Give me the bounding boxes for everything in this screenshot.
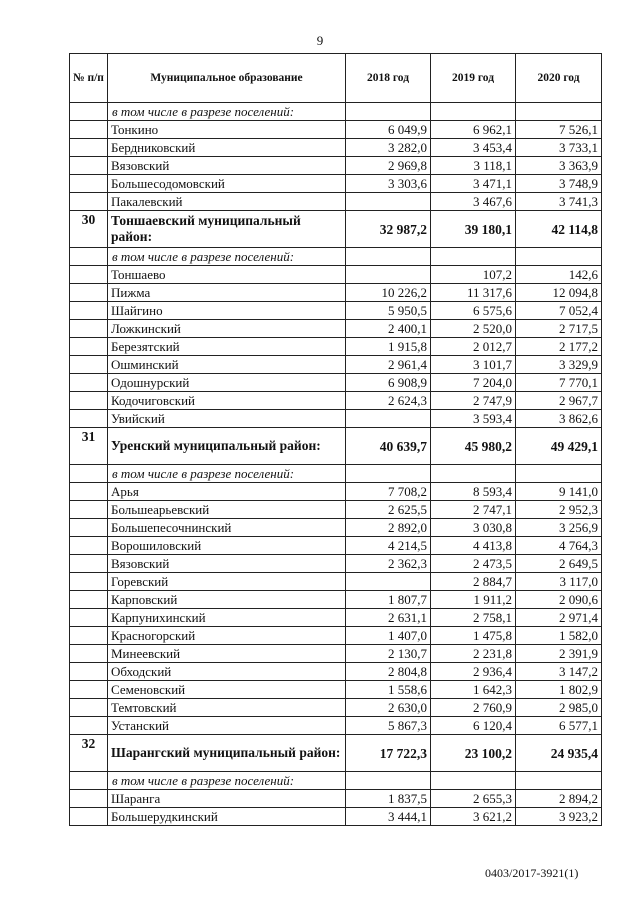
value-2020: 9 141,0 bbox=[516, 483, 602, 501]
row-name: Шайгино bbox=[108, 302, 346, 320]
table-row bbox=[70, 663, 602, 681]
value-2019: 2 760,9 bbox=[431, 699, 516, 717]
value-2019: 11 317,6 bbox=[431, 284, 516, 302]
value-2019: 1 642,3 bbox=[431, 681, 516, 699]
value-2018: 2 631,1 bbox=[346, 609, 431, 627]
value-2018 bbox=[346, 410, 431, 428]
value-2019: 3 621,2 bbox=[431, 808, 516, 826]
row-number: 30 bbox=[70, 211, 108, 248]
value-2019: 2 473,5 bbox=[431, 555, 516, 573]
value-2020: 6 577,1 bbox=[516, 717, 602, 735]
value-2019: 3 101,7 bbox=[431, 356, 516, 374]
value-2018: 2 630,0 bbox=[346, 699, 431, 717]
value-2019: 2 747,1 bbox=[431, 501, 516, 519]
value-2020: 7 526,1 bbox=[516, 121, 602, 139]
header-name: Муниципальное образование bbox=[108, 54, 346, 103]
value-2020 bbox=[516, 772, 602, 790]
value-2019: 3 593,4 bbox=[431, 410, 516, 428]
table-row bbox=[70, 645, 602, 663]
value-2019: 3 118,1 bbox=[431, 157, 516, 175]
value-2018: 6 908,9 bbox=[346, 374, 431, 392]
header-2020: 2020 год bbox=[516, 54, 602, 103]
value-2019: 23 100,2 bbox=[431, 735, 516, 772]
value-2018: 3 282,0 bbox=[346, 139, 431, 157]
value-2020: 2 090,6 bbox=[516, 591, 602, 609]
value-2020: 42 114,8 bbox=[516, 211, 602, 248]
value-2020: 2 985,0 bbox=[516, 699, 602, 717]
table-row bbox=[70, 591, 602, 609]
value-2018: 2 961,4 bbox=[346, 356, 431, 374]
row-number bbox=[70, 717, 108, 735]
value-2018: 4 214,5 bbox=[346, 537, 431, 555]
table-header-row bbox=[70, 54, 602, 103]
value-2020 bbox=[516, 465, 602, 483]
row-number bbox=[70, 248, 108, 266]
value-2018: 32 987,2 bbox=[346, 211, 431, 248]
document-code: 0403/2017-3921(1) bbox=[485, 866, 579, 880]
row-number bbox=[70, 772, 108, 790]
value-2019: 7 204,0 bbox=[431, 374, 516, 392]
value-2019: 2 655,3 bbox=[431, 790, 516, 808]
value-2018: 40 639,7 bbox=[346, 428, 431, 465]
value-2020: 3 117,0 bbox=[516, 573, 602, 591]
row-number: 31 bbox=[70, 428, 108, 465]
value-2020: 2 971,4 bbox=[516, 609, 602, 627]
row-name: Карпунихинский bbox=[108, 609, 346, 627]
row-number bbox=[70, 121, 108, 139]
page-number: 9 bbox=[316, 33, 324, 48]
row-name: Ворошиловский bbox=[108, 537, 346, 555]
table-row bbox=[70, 320, 602, 338]
row-name: Арья bbox=[108, 483, 346, 501]
value-2019: 2 747,9 bbox=[431, 392, 516, 410]
row-number bbox=[70, 501, 108, 519]
value-2018: 17 722,3 bbox=[346, 735, 431, 772]
value-2018: 1 807,7 bbox=[346, 591, 431, 609]
row-name: Вязовский bbox=[108, 157, 346, 175]
row-number bbox=[70, 266, 108, 284]
row-name: Большерудкинский bbox=[108, 808, 346, 826]
row-number bbox=[70, 356, 108, 374]
table-row bbox=[70, 573, 602, 591]
value-2018: 10 226,2 bbox=[346, 284, 431, 302]
row-number bbox=[70, 555, 108, 573]
value-2019 bbox=[431, 772, 516, 790]
row-number bbox=[70, 699, 108, 717]
value-2019: 4 413,8 bbox=[431, 537, 516, 555]
table-row bbox=[70, 284, 602, 302]
table-row bbox=[70, 609, 602, 627]
value-2018 bbox=[346, 266, 431, 284]
row-name: Бердниковский bbox=[108, 139, 346, 157]
header-num: № п/п bbox=[70, 54, 108, 103]
district-row bbox=[70, 735, 602, 772]
value-2020: 2 391,9 bbox=[516, 645, 602, 663]
value-2020: 2 894,2 bbox=[516, 790, 602, 808]
value-2020: 3 256,9 bbox=[516, 519, 602, 537]
value-2018 bbox=[346, 772, 431, 790]
subheading-row bbox=[70, 465, 602, 483]
value-2019 bbox=[431, 103, 516, 121]
table-row bbox=[70, 374, 602, 392]
row-number bbox=[70, 681, 108, 699]
row-name: Вязовский bbox=[108, 555, 346, 573]
row-name: Кодочиговский bbox=[108, 392, 346, 410]
header-2018: 2018 год bbox=[346, 54, 431, 103]
row-name: Березятский bbox=[108, 338, 346, 356]
value-2018: 2 969,8 bbox=[346, 157, 431, 175]
value-2020: 3 329,9 bbox=[516, 356, 602, 374]
value-2018: 3 303,6 bbox=[346, 175, 431, 193]
value-2020: 4 764,3 bbox=[516, 537, 602, 555]
row-number bbox=[70, 663, 108, 681]
table-row bbox=[70, 157, 602, 175]
table-row bbox=[70, 410, 602, 428]
value-2018: 2 624,3 bbox=[346, 392, 431, 410]
row-name: Большепесочнинский bbox=[108, 519, 346, 537]
table-row bbox=[70, 519, 602, 537]
row-name: Тоншаево bbox=[108, 266, 346, 284]
row-name: Большесодомовский bbox=[108, 175, 346, 193]
value-2018: 7 708,2 bbox=[346, 483, 431, 501]
row-number bbox=[70, 519, 108, 537]
row-name: Шаранга bbox=[108, 790, 346, 808]
value-2019: 3 467,6 bbox=[431, 193, 516, 211]
value-2018: 5 950,5 bbox=[346, 302, 431, 320]
value-2018: 1 407,0 bbox=[346, 627, 431, 645]
table-row bbox=[70, 139, 602, 157]
table-row bbox=[70, 808, 602, 826]
value-2020 bbox=[516, 103, 602, 121]
row-number bbox=[70, 302, 108, 320]
value-2018: 2 400,1 bbox=[346, 320, 431, 338]
row-name: Ложкинский bbox=[108, 320, 346, 338]
value-2020: 142,6 bbox=[516, 266, 602, 284]
row-number bbox=[70, 320, 108, 338]
value-2019: 6 962,1 bbox=[431, 121, 516, 139]
value-2019: 6 120,4 bbox=[431, 717, 516, 735]
value-2019: 3 471,1 bbox=[431, 175, 516, 193]
table-row bbox=[70, 483, 602, 501]
value-2018: 1 915,8 bbox=[346, 338, 431, 356]
value-2018: 6 049,9 bbox=[346, 121, 431, 139]
row-name: Большеарьевский bbox=[108, 501, 346, 519]
row-number bbox=[70, 627, 108, 645]
value-2020 bbox=[516, 248, 602, 266]
subheading-row bbox=[70, 248, 602, 266]
value-2020: 3 748,9 bbox=[516, 175, 602, 193]
row-number bbox=[70, 609, 108, 627]
value-2020: 3 363,9 bbox=[516, 157, 602, 175]
row-name: Шарангский муниципальный район: bbox=[108, 735, 346, 772]
row-number bbox=[70, 790, 108, 808]
value-2019: 6 575,6 bbox=[431, 302, 516, 320]
value-2019: 3 453,4 bbox=[431, 139, 516, 157]
row-number bbox=[70, 175, 108, 193]
row-name: Горевский bbox=[108, 573, 346, 591]
row-name: Ошминский bbox=[108, 356, 346, 374]
value-2020: 3 741,3 bbox=[516, 193, 602, 211]
value-2019: 1 911,2 bbox=[431, 591, 516, 609]
table-row bbox=[70, 699, 602, 717]
value-2018 bbox=[346, 465, 431, 483]
district-row bbox=[70, 428, 602, 465]
row-number bbox=[70, 193, 108, 211]
row-name: Устанский bbox=[108, 717, 346, 735]
value-2019: 2 758,1 bbox=[431, 609, 516, 627]
value-2018 bbox=[346, 573, 431, 591]
value-2018: 3 444,1 bbox=[346, 808, 431, 826]
value-2018: 1 558,6 bbox=[346, 681, 431, 699]
table-row bbox=[70, 627, 602, 645]
value-2020: 2 717,5 bbox=[516, 320, 602, 338]
value-2020: 2 177,2 bbox=[516, 338, 602, 356]
row-number bbox=[70, 157, 108, 175]
row-name: в том числе в разрезе поселений: bbox=[108, 772, 346, 790]
row-number bbox=[70, 103, 108, 121]
table-row bbox=[70, 356, 602, 374]
row-name: Красногорский bbox=[108, 627, 346, 645]
row-name: Увийский bbox=[108, 410, 346, 428]
table-row bbox=[70, 555, 602, 573]
row-name: Одошнурский bbox=[108, 374, 346, 392]
value-2019: 107,2 bbox=[431, 266, 516, 284]
row-number bbox=[70, 392, 108, 410]
row-name: в том числе в разрезе поселений: bbox=[108, 465, 346, 483]
value-2019: 2 936,4 bbox=[431, 663, 516, 681]
value-2019: 2 520,0 bbox=[431, 320, 516, 338]
value-2020: 2 649,5 bbox=[516, 555, 602, 573]
row-number: 32 bbox=[70, 735, 108, 772]
value-2020: 3 733,1 bbox=[516, 139, 602, 157]
value-2019: 2 884,7 bbox=[431, 573, 516, 591]
table-body bbox=[70, 103, 602, 826]
table-row bbox=[70, 501, 602, 519]
value-2020: 7 052,4 bbox=[516, 302, 602, 320]
table-row bbox=[70, 681, 602, 699]
row-name: Семеновский bbox=[108, 681, 346, 699]
value-2020: 7 770,1 bbox=[516, 374, 602, 392]
row-number bbox=[70, 808, 108, 826]
row-number bbox=[70, 537, 108, 555]
value-2020: 3 862,6 bbox=[516, 410, 602, 428]
subheading-row bbox=[70, 772, 602, 790]
row-name: Тоншаевский муниципальный район: bbox=[108, 211, 346, 248]
value-2019: 2 012,7 bbox=[431, 338, 516, 356]
value-2020: 2 952,3 bbox=[516, 501, 602, 519]
value-2020: 49 429,1 bbox=[516, 428, 602, 465]
budget-table bbox=[69, 53, 602, 826]
value-2020: 3 147,2 bbox=[516, 663, 602, 681]
table-row bbox=[70, 121, 602, 139]
value-2018: 2 130,7 bbox=[346, 645, 431, 663]
row-number bbox=[70, 374, 108, 392]
table-row bbox=[70, 175, 602, 193]
row-number bbox=[70, 338, 108, 356]
row-name: Пижма bbox=[108, 284, 346, 302]
value-2018: 1 837,5 bbox=[346, 790, 431, 808]
row-number bbox=[70, 645, 108, 663]
value-2019: 39 180,1 bbox=[431, 211, 516, 248]
row-number bbox=[70, 573, 108, 591]
table-row bbox=[70, 338, 602, 356]
row-number bbox=[70, 465, 108, 483]
value-2019 bbox=[431, 248, 516, 266]
value-2018: 2 892,0 bbox=[346, 519, 431, 537]
table-row bbox=[70, 717, 602, 735]
row-name: Тонкино bbox=[108, 121, 346, 139]
row-number bbox=[70, 139, 108, 157]
table-row bbox=[70, 537, 602, 555]
row-name: в том числе в разрезе поселений: bbox=[108, 248, 346, 266]
value-2020: 2 967,7 bbox=[516, 392, 602, 410]
row-number bbox=[70, 410, 108, 428]
value-2019: 1 475,8 bbox=[431, 627, 516, 645]
value-2018 bbox=[346, 248, 431, 266]
table-row bbox=[70, 266, 602, 284]
table-row bbox=[70, 302, 602, 320]
row-name: Уренский муниципальный район: bbox=[108, 428, 346, 465]
value-2018: 2 804,8 bbox=[346, 663, 431, 681]
table-row bbox=[70, 392, 602, 410]
row-name: Темтовский bbox=[108, 699, 346, 717]
row-name: Обходский bbox=[108, 663, 346, 681]
value-2018: 2 625,5 bbox=[346, 501, 431, 519]
value-2019: 8 593,4 bbox=[431, 483, 516, 501]
subheading-row bbox=[70, 103, 602, 121]
value-2018: 5 867,3 bbox=[346, 717, 431, 735]
row-name: Минеевский bbox=[108, 645, 346, 663]
value-2020: 3 923,2 bbox=[516, 808, 602, 826]
row-number bbox=[70, 483, 108, 501]
value-2019 bbox=[431, 465, 516, 483]
value-2019: 45 980,2 bbox=[431, 428, 516, 465]
value-2020: 1 582,0 bbox=[516, 627, 602, 645]
row-name: в том числе в разрезе поселений: bbox=[108, 103, 346, 121]
header-2019: 2019 год bbox=[431, 54, 516, 103]
value-2020: 12 094,8 bbox=[516, 284, 602, 302]
row-name: Пакалевский bbox=[108, 193, 346, 211]
value-2019: 2 231,8 bbox=[431, 645, 516, 663]
row-name: Карповский bbox=[108, 591, 346, 609]
row-number bbox=[70, 591, 108, 609]
table-row bbox=[70, 790, 602, 808]
value-2018 bbox=[346, 193, 431, 211]
district-row bbox=[70, 211, 602, 248]
row-number bbox=[70, 284, 108, 302]
value-2020: 24 935,4 bbox=[516, 735, 602, 772]
value-2020: 1 802,9 bbox=[516, 681, 602, 699]
value-2018 bbox=[346, 103, 431, 121]
table-row bbox=[70, 193, 602, 211]
value-2019: 3 030,8 bbox=[431, 519, 516, 537]
value-2018: 2 362,3 bbox=[346, 555, 431, 573]
